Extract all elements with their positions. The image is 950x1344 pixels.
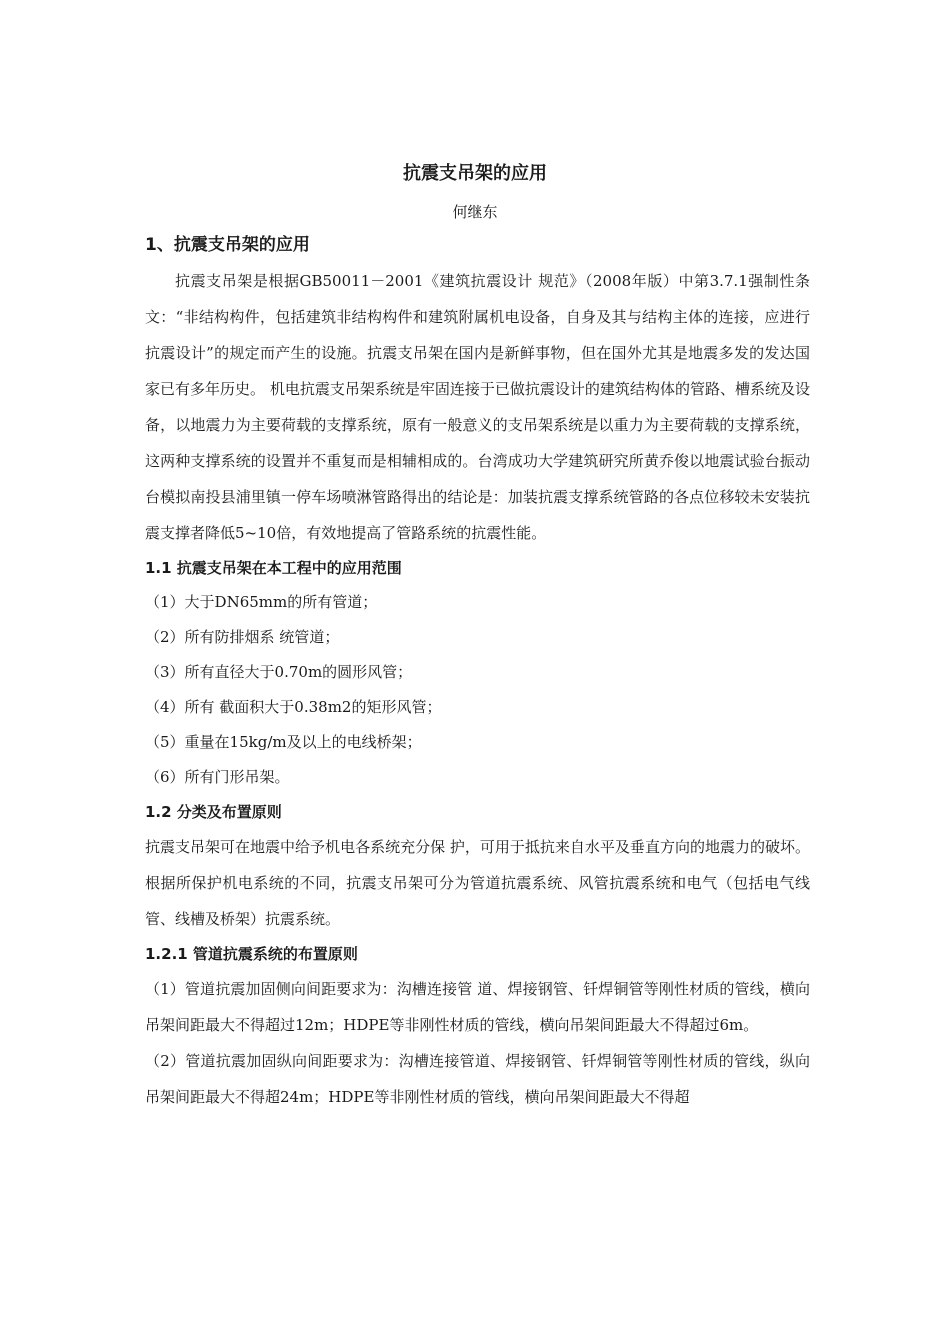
list-item: （5）重量在15kg/m及以上的电线桥架； bbox=[145, 733, 422, 751]
list-item: （6）所有门形吊架。 bbox=[145, 768, 290, 786]
list-item: （1）大于DN65mm的所有管道； bbox=[145, 593, 378, 611]
document-title: 抗震支吊架的应用 bbox=[403, 163, 547, 184]
list-item: （1）管道抗震加固侧向间距要求为：沟槽连接管 道、焊接钢管、钎焊铜管等刚性材质的管线，横向吊架间距最大不得超过12m；HDPE等非刚性材质的管线，横向吊架间距最大不得超过6m。 bbox=[145, 980, 810, 1034]
document-author: 何继东 bbox=[452, 203, 498, 221]
section-1-paragraph: 抗震支吊架是根据GB50011－2001《建筑抗震设计 规范》（2008年版）中第3.7.1强制性条文：“非结构构件，包括建筑非结构构件和建筑附属机电设备，自身及其与结构主体的连接，应进行抗震设计”的规定而产生的设施。抗震支吊架在国内是新鲜事物，但在国外尤其是地震多发的发达国家已有多年历史。 机电抗震支吊架系统是牢固连接于已做抗震设计的建筑结构体的管路、槽系统及设备，以地震力为主要荷载的支撑系统，原有一般意义的支吊架系统是以重力为主要荷载的支撑系统，这两种支撑系统的设置并不重复而是相辅相成的。台湾成功大学建筑研究所黄乔俊以地震试验台振动台模拟南投县浦里镇一停车场喷淋管路得出的结论是：加装抗震支撑系统管路的各点位移较未安装抗震支撑者降低5~10倍，有效地提高了管路系统的抗震性能。 bbox=[145, 272, 810, 542]
list-item: （4）所有 截面积大于0.38m2的矩形风管； bbox=[145, 698, 442, 716]
section-1-heading: 1、抗震支吊架的应用 bbox=[145, 235, 310, 255]
section-1-2-paragraph: 抗震支吊架可在地震中给予机电各系统充分保 护，可用于抵抗来自水平及垂直方向的地震力的破坏。根据所保护机电系统的不同，抗震支吊架可分为管道抗震系统、风管抗震系统和电气（包括电气线管、线槽及桥架）抗震系统。 bbox=[145, 838, 810, 928]
list-item: （3）所有直径大于0.70m的圆形风管； bbox=[145, 663, 413, 681]
list-item: （2）所有防排烟系 统管道； bbox=[145, 628, 340, 646]
section-1-1-heading: 1.1 抗震支吊架在本工程中的应用范围 bbox=[145, 559, 402, 577]
section-1-2-1-heading: 1.2.1 管道抗震系统的布置原则 bbox=[145, 945, 358, 963]
list-item: （2）管道抗震加固纵向间距要求为：沟槽连接管道、焊接钢管、钎焊铜管等刚性材质的管线，纵向吊架间距最大不得超24m；HDPE等非刚性材质的管线，横向吊架间距最大不得超 bbox=[145, 1052, 810, 1106]
section-1-2-heading: 1.2 分类及布置原则 bbox=[145, 803, 282, 821]
document-body bbox=[145, 231, 810, 1115]
